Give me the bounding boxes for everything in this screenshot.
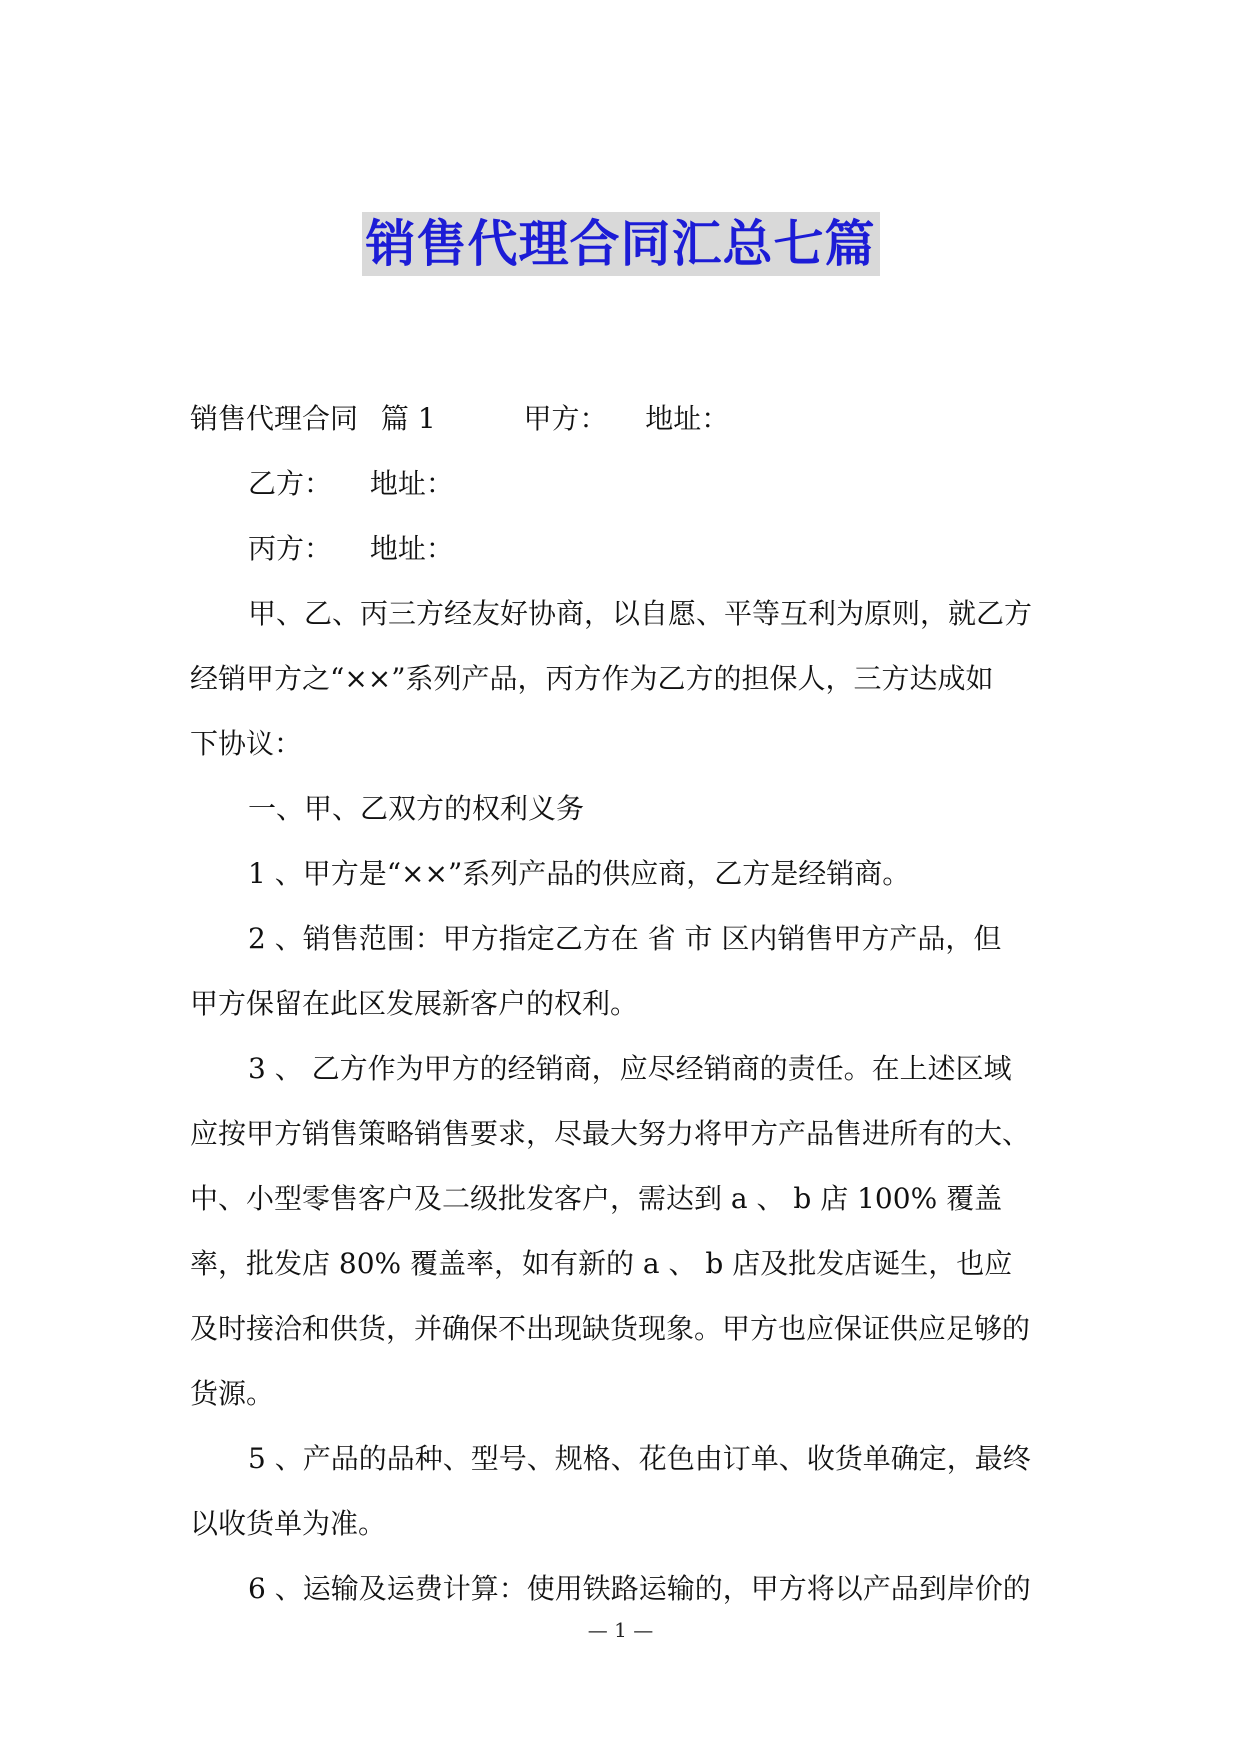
clause-5: 5 、产品的品种、型号、规格、花色由订单、收货单确定，最终 <box>248 1442 1031 1475</box>
clause-6: 6 、运输及运费计算：使用铁路运输的，甲方将以产品到岸价的 <box>248 1572 1031 1605</box>
party-b-address: 地址： <box>369 467 454 500</box>
paragraph-line: 经销甲方之“××”系列产品，丙方作为乙方的担保人，三方达成如 <box>190 662 994 695</box>
party-c-label: 丙方： <box>248 532 333 565</box>
article-name: 销售代理合同 <box>190 402 359 435</box>
document-title: 销售代理合同汇总七篇 <box>362 212 880 276</box>
section-heading: 一、甲、乙双方的权利义务 <box>248 792 585 825</box>
clause-1: 1 、甲方是“××”系列产品的供应商，乙方是经销商。 <box>248 857 911 890</box>
heading-line <box>190 386 1060 451</box>
party-a-label: 甲方： <box>523 402 608 435</box>
clause-3: 3 、 乙方作为甲方的经销商，应尽经销商的责任。在上述区域 <box>248 1052 1012 1085</box>
party-c-line <box>190 516 1060 581</box>
paragraph-line: 下协议： <box>190 727 303 760</box>
article-number: 篇 1 <box>380 402 436 435</box>
paragraph-line: 率，批发店 80% 覆盖率，如有新的 a 、 b 店及批发店诞生，也应 <box>190 1247 1013 1280</box>
page-number: — 1 — <box>587 1618 654 1642</box>
paragraph-line: 甲方保留在此区发展新客户的权利。 <box>190 987 639 1020</box>
party-b-line <box>190 451 1060 516</box>
paragraph-line: 甲、乙、丙三方经友好协商，以自愿、平等互利为原则，就乙方 <box>248 597 1033 630</box>
clause-2: 2 、销售范围：甲方指定乙方在 省 市 区内销售甲方产品，但 <box>248 922 1002 955</box>
paragraph-line: 以收货单为准。 <box>190 1507 387 1540</box>
title-container <box>0 212 1241 276</box>
paragraph-line: 及时接洽和供货，并确保不出现缺货现象。甲方也应保证供应足够的 <box>190 1312 1031 1345</box>
paragraph-line: 中、小型零售客户及二级批发客户，需达到 a 、 b 店 100% 覆盖 <box>190 1182 1003 1215</box>
party-b-label: 乙方： <box>248 467 333 500</box>
paragraph-line: 货源。 <box>190 1377 275 1410</box>
party-c-address: 地址： <box>369 532 454 565</box>
document-body <box>190 386 1060 1621</box>
party-a-address: 地址： <box>645 402 730 435</box>
paragraph-line: 应按甲方销售策略销售要求，尽最大努力将甲方产品售进所有的大、 <box>190 1117 1031 1150</box>
